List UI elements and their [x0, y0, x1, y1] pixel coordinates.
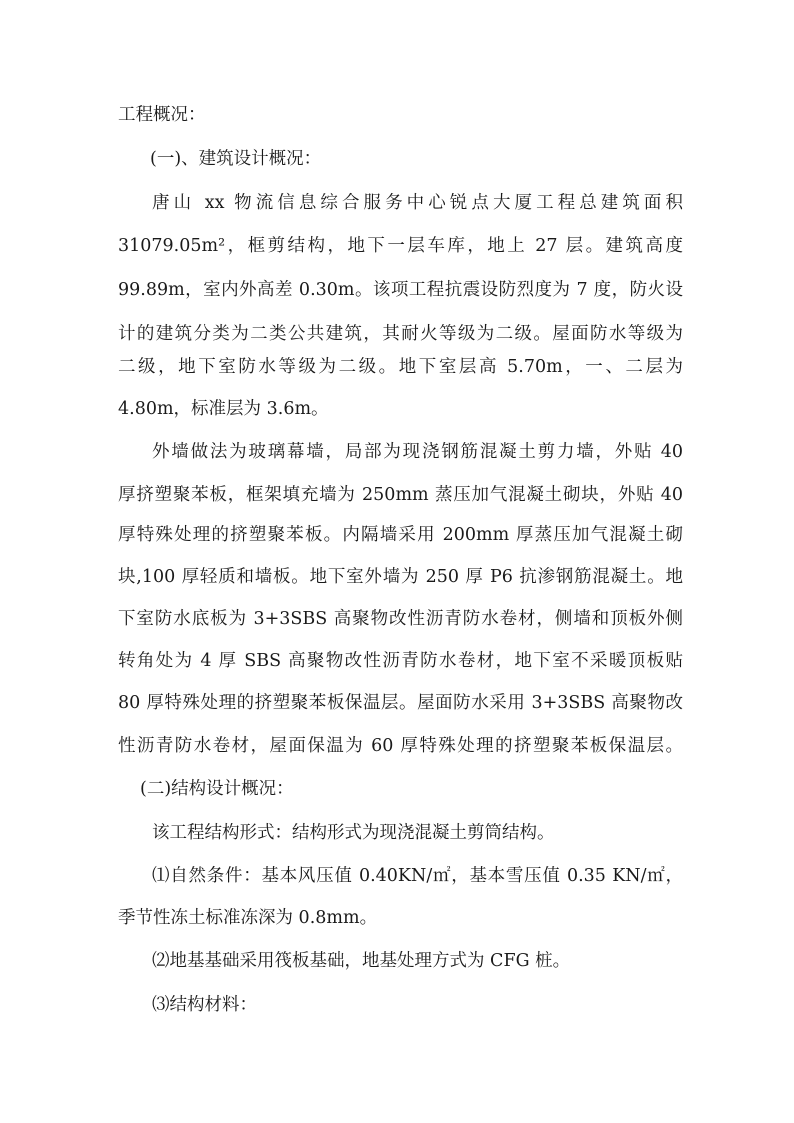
- section-title-architecture: (一)、建筑设计概况：: [150, 149, 322, 169]
- paragraph-line: 厚特殊处理的挤塑聚苯板。内隔墙采用 200mm 厚蒸压加气混凝土砌: [118, 525, 683, 545]
- list-item: 季节性冻土标准冻深为 0.8mm。: [118, 908, 378, 928]
- document-heading: 工程概况：: [118, 105, 206, 125]
- paragraph-line: 唐山 xx 物流信息综合服务中心锐点大厦工程总建筑面积: [152, 193, 683, 213]
- paragraph-line: 31079.05m²，框剪结构，地下一层车库，地上 27 层。建筑高度: [118, 236, 683, 256]
- paragraph-line: 计的建筑分类为二类公共建筑，其耐火等级为二级。屋面防水等级为: [118, 324, 683, 344]
- list-item: ⑴自然条件：基本风压值 0.40KN/㎡，基本雪压值 0.35 KN/㎡，: [152, 866, 683, 886]
- paragraph-line: 外墙做法为玻璃幕墙，局部为现浇钢筋混凝土剪力墙，外贴 40: [152, 442, 683, 462]
- paragraph-line: 厚挤塑聚苯板，框架填充墙为 250mm 蒸压加气混凝土砌块，外贴 40: [118, 485, 683, 505]
- paragraph-line: 4.80m，标准层为 3.6m。: [118, 399, 329, 419]
- list-item: ⑶结构材料：: [152, 995, 257, 1015]
- paragraph-line: 下室防水底板为 3+3SBS 高聚物改性沥青防水卷材，侧墙和顶板外侧: [118, 609, 683, 629]
- paragraph-line: 性沥青防水卷材，屋面保温为 60 厚特殊处理的挤塑聚苯板保温层。: [118, 736, 683, 756]
- section-title-structure: (二)结构设计概况：: [140, 779, 294, 799]
- paragraph-line: 二级，地下室防水等级为二级。地下室层高 5.70m，一、二层为: [118, 357, 683, 377]
- paragraph-line: 80 厚特殊处理的挤塑聚苯板保温层。屋面防水采用 3+3SBS 高聚物改: [118, 693, 683, 713]
- paragraph-line: 块,100 厚轻质和墙板。地下室外墙为 250 厚 P6 抗渗钢筋混凝土。地: [118, 567, 683, 587]
- paragraph-line: 该工程结构形式：结构形式为现浇混凝土剪筒结构。: [152, 823, 555, 843]
- paragraph-line: 99.89m，室内外高差 0.30m。该项工程抗震设防烈度为 7 度，防火设: [118, 280, 683, 300]
- paragraph-line: 转角处为 4 厚 SBS 高聚物改性沥青防水卷材，地下室不采暖顶板贴: [118, 651, 683, 671]
- list-item: ⑵地基基础采用筏板基础，地基处理方式为 CFG 桩。: [152, 951, 571, 971]
